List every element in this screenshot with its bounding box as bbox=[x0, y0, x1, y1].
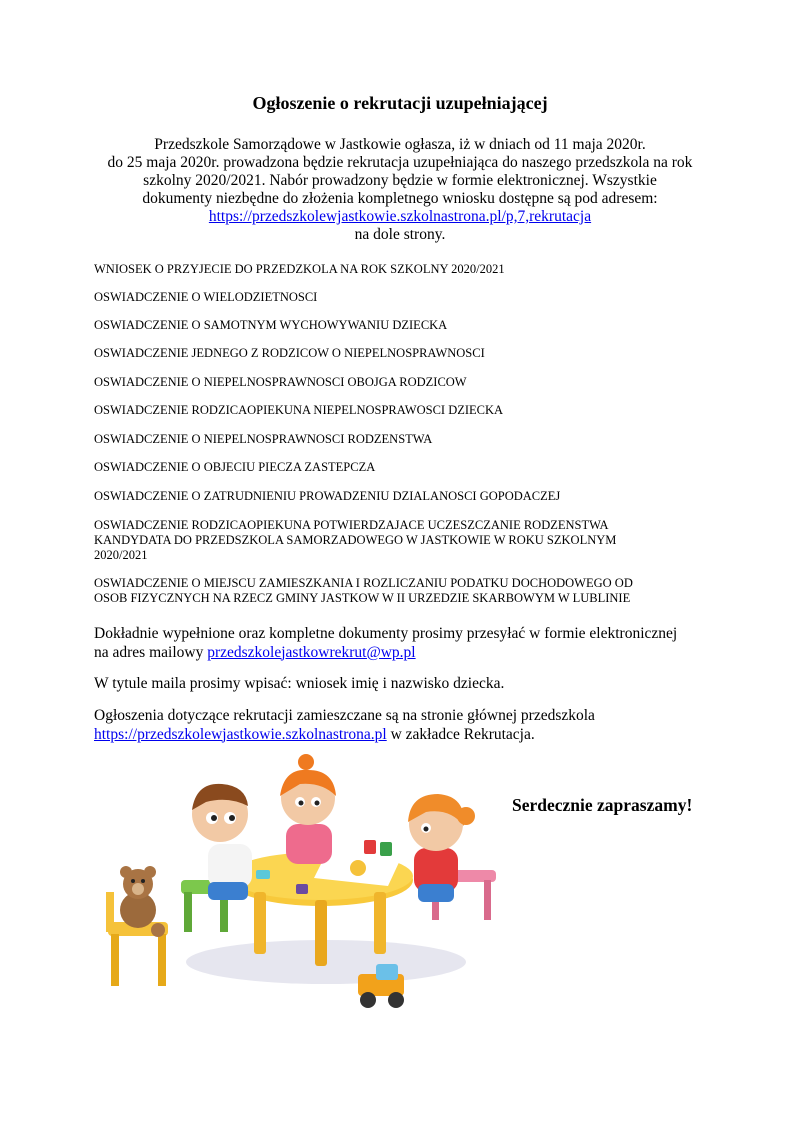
document-item: WNIOSEK O PRZYJECIE DO PRZEDZKOLA NA ROK SZKOLNY 2020/2021 bbox=[94, 262, 505, 276]
document-item: OSWIADCZENIE RODZICAOPIEKUNA NIEPELNOSPRAWOSCI DZIECKA bbox=[94, 403, 504, 417]
homepage-link[interactable]: https://przedszkolewjastkowie.szkolnastrona.pl bbox=[94, 725, 387, 743]
document-item: 2020/2021 bbox=[94, 548, 148, 562]
recruitment-link[interactable]: https://przedszkolewjastkowie.szkolnastrona.pl/p,7,rekrutacja bbox=[208, 208, 592, 225]
document-item: OSWIADCZENIE O NIEPELNOSPRAWNOSCI OBOJGA RODZICOW bbox=[94, 375, 467, 389]
invite-text: Serdecznie zapraszamy! bbox=[512, 795, 693, 815]
instructions-line bbox=[94, 644, 724, 663]
document-item: OSWIADCZENIE JEDNEGO Z RODZICOW O NIEPELNOSPRAWNOSCI bbox=[94, 346, 485, 360]
teddy-bear-illustration bbox=[106, 866, 168, 986]
page-title: Ogłoszenie o rekrutacji uzupełniającej bbox=[252, 93, 548, 113]
announcements-paragraph bbox=[94, 707, 724, 744]
intro-line: szkolny 2020/2021. Nabór prowadzony będzie w formie elektronicznej. Wszystkie bbox=[143, 172, 657, 189]
document-item: OSWIADCZENIE O ZATRUDNIENIU PROWADZENIU DZIALANOSCI GOPODACZEJ bbox=[94, 489, 561, 503]
intro-paragraph bbox=[80, 136, 720, 244]
girl-center-illustration bbox=[280, 754, 336, 864]
intro-line: do 25 maja 2020r. prowadzona będzie rekrutacja uzupełniająca do naszego przedszkola na rok bbox=[107, 154, 693, 171]
document-item: OSWIADCZENIE O SAMOTNYM WYCHOWYWANIU DZIECKA bbox=[94, 318, 448, 332]
intro-line: na dole strony. bbox=[354, 226, 446, 243]
announcements-text: w zakładce Rekrutacja. bbox=[386, 725, 535, 743]
announcements-line bbox=[94, 726, 724, 745]
announcements-line: Ogłoszenia dotyczące rekrutacji zamieszczane są na stronie głównej przedszkola bbox=[94, 707, 595, 724]
document-item: OSWIADCZENIE O OBJECIU PIECZA ZASTEPCZA bbox=[94, 460, 376, 474]
subject-note: W tytule maila prosimy wpisać: wniosek imię i nazwisko dziecka. bbox=[94, 675, 505, 692]
intro-line: Przedszkole Samorządowe w Jastkowie ogłasza, iż w dniach od 11 maja 2020r. bbox=[154, 136, 646, 153]
document-item: OSWIADCZENIE O NIEPELNOSPRAWNOSCI RODZENSTWA bbox=[94, 432, 433, 446]
girl-right-illustration bbox=[408, 794, 496, 920]
document-item: OSWIADCZENIE RODZICAOPIEKUNA POTWIERDZAJACE UCZESZCZANIE RODZENSTWA bbox=[94, 518, 609, 532]
intro-line: dokumenty niezbędne do złożenia kompletnego wniosku dostępne są pod adresem: bbox=[142, 190, 658, 207]
document-item: OSWIADCZENIE O MIEJSCU ZAMIESZKANIA I ROZLICZANIU PODATKU DOCHODOWEGO OD bbox=[94, 576, 633, 590]
document-item: KANDYDATA DO PRZEDSZKOLA SAMORZADOWEGO W JASTKOWIE W ROKU SZKOLNYM bbox=[94, 533, 617, 547]
instructions-paragraph bbox=[94, 625, 724, 662]
email-link[interactable]: przedszkolejastkowrekrut@wp.pl bbox=[207, 643, 416, 661]
document-item: OSOB FIZYCZNYCH NA RZECZ GMINY JASTKOW W II URZEDZIE SKARBOWYM W LUBLINIE bbox=[94, 591, 631, 605]
instructions-line: Dokładnie wypełnione oraz kompletne dokumenty prosimy przesyłać w formie elektronicznej bbox=[94, 625, 678, 642]
document-item: OSWIADCZENIE O WIELODZIETNOSCI bbox=[94, 290, 318, 304]
children-drawing-illustration bbox=[96, 752, 516, 1032]
instructions-text: na adres mailowy bbox=[94, 643, 208, 661]
